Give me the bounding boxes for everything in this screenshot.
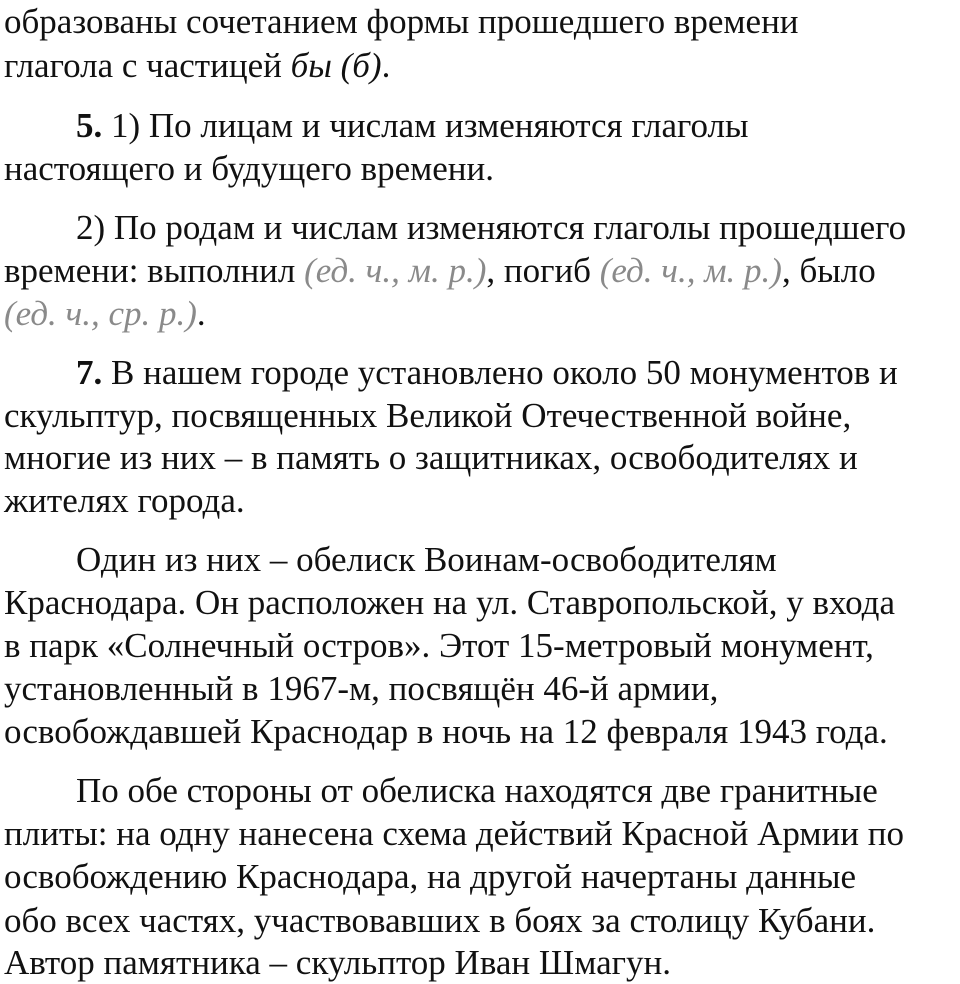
text-line: [4, 669, 718, 709]
text-span: времени: выполнил: [4, 251, 305, 290]
text-span: глагола с частицей: [4, 46, 291, 85]
text-line: [4, 2, 799, 42]
text-line: [4, 438, 858, 478]
text-line: [76, 208, 906, 248]
grammar-note: (ед. ч., м. р.): [599, 251, 782, 290]
item-number: 5.: [76, 106, 103, 145]
text-line: [76, 106, 749, 146]
text-line: [4, 814, 904, 854]
text-span: 2) По родам и числам изменяются глаголы прошедшего: [76, 208, 907, 247]
text-span: Автор памятника – скульптор Иван Шмагун.: [4, 943, 671, 982]
grammar-note: (ед. ч., ср. р.): [4, 294, 197, 333]
text-line: [76, 771, 878, 811]
text-span: скульптур, посвященных Великой Отечественной войне,: [4, 396, 852, 435]
text-span: .: [381, 46, 391, 85]
text-span: , погиб: [486, 251, 600, 290]
text-span: .: [196, 294, 206, 333]
grammar-note: (ед. ч., м. р.): [304, 251, 487, 290]
text-line: [4, 626, 874, 666]
text-span: в парк «Солнечный остров». Этот 15-метровый монумент,: [4, 626, 874, 665]
text-span: установленный в 1967-м, посвящён 46-й армии,: [4, 669, 719, 708]
text-span: освобождению Краснодара, на другой начертаны данные: [4, 857, 856, 896]
text-line: [76, 353, 898, 393]
text-span: обо всех частях, участвовавших в боях за столицу Кубани.: [4, 901, 876, 940]
item-number: 7.: [76, 353, 103, 392]
text-line: [4, 251, 876, 291]
text-span: Краснодара. Он расположен на ул. Ставропольской, у входа: [4, 583, 896, 622]
text-line: [4, 901, 875, 941]
text-line: [4, 857, 856, 897]
text-span: В нашем городе установлено около 50 монументов и: [102, 353, 898, 392]
text-line: [4, 294, 206, 334]
text-span: плиты: на одну нанесена схема действий Красной Армии по: [4, 814, 904, 853]
text-line: [4, 583, 895, 623]
italic-term: бы (б): [290, 46, 382, 85]
text-span: образованы сочетанием формы прошедшего времени: [4, 2, 799, 41]
text-span: многие из них – в память о защитниках, освободителях и: [4, 438, 858, 477]
text-line: [4, 396, 851, 436]
text-line: [4, 481, 245, 521]
text-line: [4, 149, 494, 189]
text-line: [4, 943, 671, 983]
text-span: По обе стороны от обелиска находятся две гранитные: [76, 771, 878, 810]
text-line: [76, 540, 777, 580]
text-span: жителях города.: [4, 481, 245, 520]
text-line: [4, 46, 390, 86]
text-span: освобождавшей Краснодар в ночь на 12 февраля 1943 года.: [4, 712, 888, 751]
text-line: [4, 712, 888, 752]
text-span: 1) По лицам и числам изменяются глаголы: [102, 106, 749, 145]
text-span: Один из них – обелиск Воинам-освободителям: [76, 540, 777, 579]
text-span: настоящего и будущего времени.: [4, 149, 495, 188]
text-span: , было: [781, 251, 876, 290]
